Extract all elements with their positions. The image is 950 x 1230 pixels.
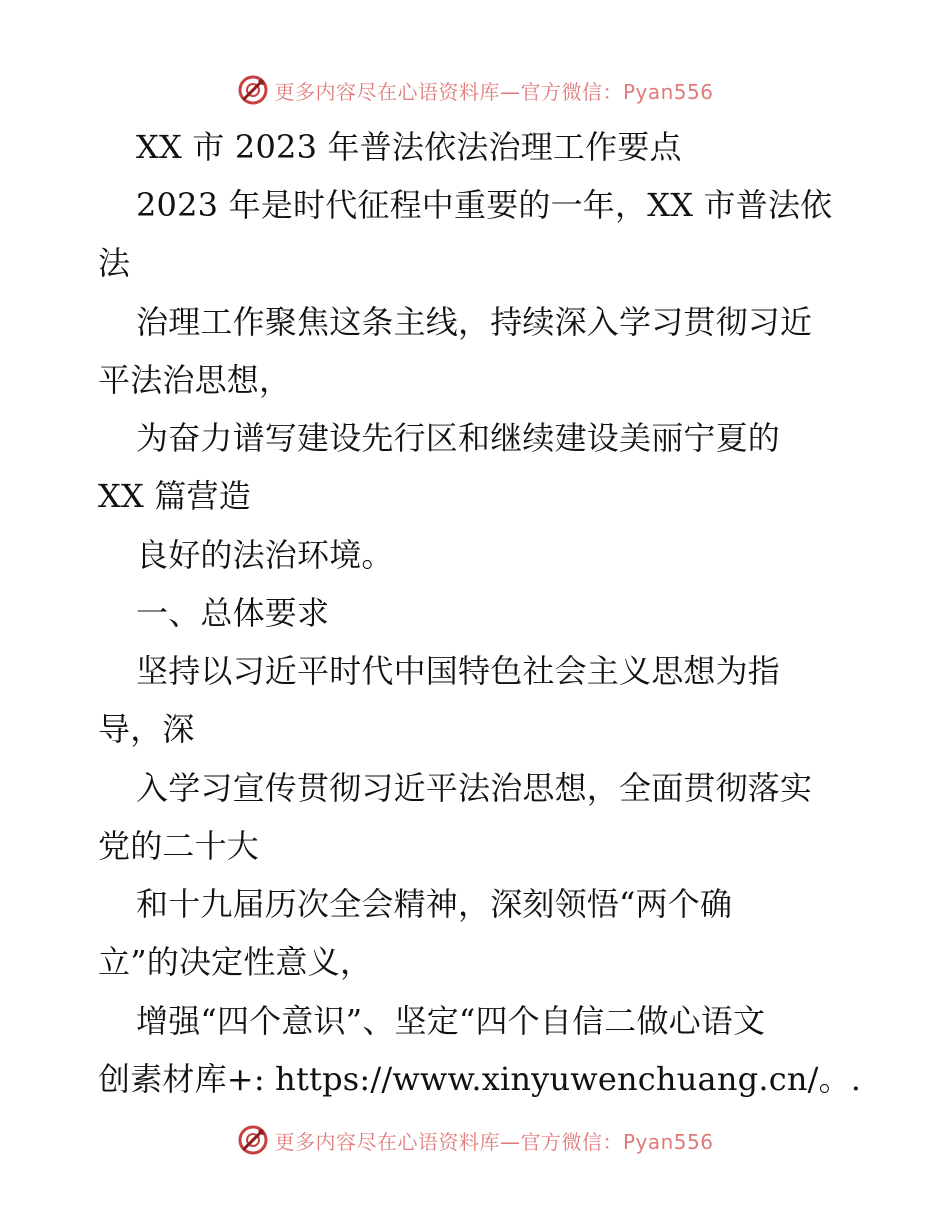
watermark-footer bbox=[0, 1120, 950, 1160]
pen-logo-icon bbox=[236, 1123, 270, 1157]
paragraph-line: 党的二十大 bbox=[98, 827, 260, 865]
paragraph-line: 导，深 bbox=[98, 710, 195, 748]
document-title: XX 市 2023 年普法依法治理工作要点 bbox=[136, 128, 682, 166]
watermark-text: 更多内容尽在心语资料库—官方微信：Pyan556 bbox=[274, 1129, 714, 1154]
paragraph-line: 创素材库+: https://www.xinyuwenchuang.cn/。. bbox=[98, 1060, 862, 1098]
pen-logo-icon bbox=[236, 73, 270, 107]
paragraph-line: 和十九届历次全会精神，深刻领悟“两个确 bbox=[136, 885, 733, 923]
watermark-text: 更多内容尽在心语资料库—官方微信：Pyan556 bbox=[274, 79, 714, 104]
paragraph-line: 增强“四个意识”、坚定“四个自信二做心语文 bbox=[136, 1002, 766, 1040]
paragraph-line: XX 篇营造 bbox=[98, 477, 251, 515]
paragraph-line: 为奋力谱写建设先行区和继续建设美丽宁夏的 bbox=[136, 419, 781, 457]
paragraph-line: 法 bbox=[98, 244, 131, 282]
paragraph-line: 治理工作聚焦这条主线，持续深入学习贯彻习近 bbox=[136, 303, 813, 341]
paragraph-line: 立”的决定性意义， bbox=[98, 943, 373, 981]
paragraph-line: 2023 年是时代征程中重要的一年，XX 市普法依 bbox=[136, 186, 833, 224]
section-heading: 一、总体要求 bbox=[136, 594, 330, 632]
paragraph-line: 坚持以习近平时代中国特色社会主义思想为指 bbox=[136, 652, 781, 690]
watermark-header bbox=[0, 70, 950, 110]
paragraph-line: 平法治思想， bbox=[98, 361, 292, 399]
paragraph-line: 入学习宣传贯彻习近平法治思想，全面贯彻落实 bbox=[136, 769, 813, 807]
paragraph-line: 良好的法治环境。 bbox=[136, 536, 394, 574]
